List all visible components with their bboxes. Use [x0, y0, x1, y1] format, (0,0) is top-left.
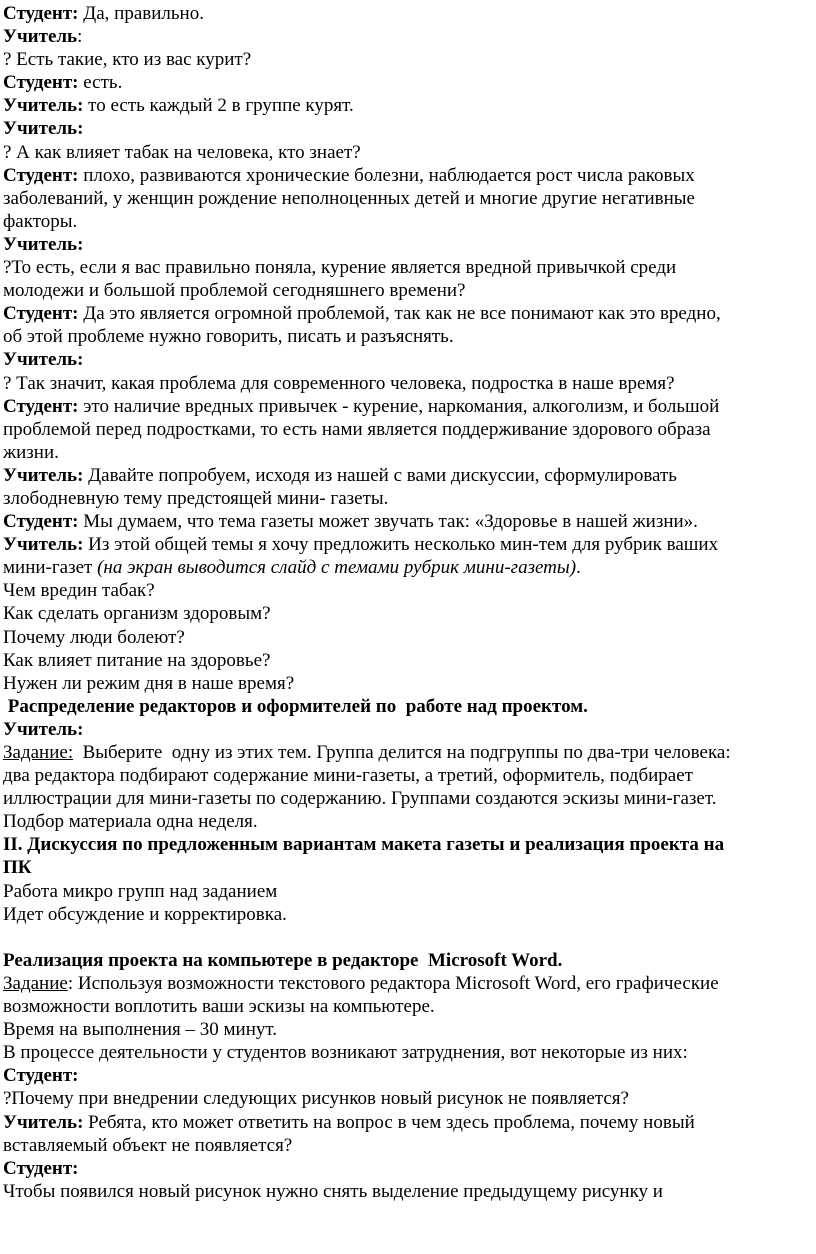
text-line [3, 787, 806, 810]
text-line [3, 972, 806, 995]
speaker-label: Учитель: [3, 349, 84, 371]
text-line [3, 1157, 806, 1180]
task-label: Задание: [3, 742, 74, 763]
text-line [3, 71, 806, 94]
line-text: Да, правильно. [78, 3, 204, 24]
text-line [3, 210, 806, 233]
text-line [3, 48, 806, 71]
task-label: Задание [3, 972, 68, 994]
line-text: Ребята, кто может ответить на вопрос в чем здесь проблема, почему новый [83, 1111, 695, 1133]
line-text: ? Так значит, какая проблема для современного человека, подростка в наше время? [3, 372, 675, 394]
line-text: иллюстрации для мини-газеты по содержанию. Группами создаются эскизы мини-газет. [3, 788, 717, 810]
text-line [3, 880, 806, 903]
section-heading: ПК [3, 857, 32, 879]
line-text: : Используя возможности текстового редактора Microsoft Word, его графические [67, 972, 719, 994]
list-item [3, 672, 806, 695]
line-text: ? Есть такие, кто из вас курит? [3, 49, 252, 71]
line-text: плохо, развиваются хронические болезни, наблюдается рост числа раковых [78, 164, 695, 186]
text-line [3, 464, 806, 487]
text-line [3, 810, 806, 833]
list-item [3, 649, 806, 672]
text-line [3, 1064, 806, 1087]
text-line [3, 764, 806, 787]
speaker-label: Учитель: [3, 534, 84, 556]
text-line [3, 279, 806, 302]
speaker-label: Студент: [3, 303, 79, 325]
speaker-label: Студент: [3, 1157, 79, 1179]
section-heading: II. Дискуссия по предложенным вариантам макета газеты и реализация проекта на [3, 834, 725, 856]
speaker-label: Учитель: [3, 233, 84, 255]
text-line [3, 348, 806, 371]
speaker-label: Учитель: [3, 464, 84, 486]
blank-line [3, 926, 806, 949]
line-text: мини-газет [3, 557, 98, 579]
line-text: Подбор материала одна неделя. [3, 811, 258, 833]
text-line [3, 741, 806, 764]
line-text: ?То есть, если я вас правильно поняла, курение является вредной привычкой среди [3, 257, 677, 279]
line-text: возможности воплотить ваши эскизы на компьютере. [3, 996, 435, 1018]
text-line [3, 556, 806, 579]
section-heading: Распределение редакторов и оформителей по работе над проектом. [3, 695, 588, 717]
speaker-label: Учитель [3, 26, 78, 48]
text-line [3, 1087, 806, 1110]
line-text: Мы думаем, что тема газеты может звучать так: «Здоровье в нашей жизни». [78, 511, 698, 533]
text-line [3, 1018, 806, 1041]
line-text: . [576, 557, 581, 579]
text-line [3, 256, 806, 279]
line-text: Нужен ли режим дня в наше время? [3, 672, 295, 694]
line-text: есть. [78, 72, 123, 94]
line-text: Почему люди болеют? [3, 626, 185, 648]
text-line [3, 395, 806, 418]
speaker-label: Студент: [3, 72, 79, 94]
list-item [3, 579, 806, 602]
text-line [3, 141, 806, 164]
stage-direction: (на экран выводится слайд с темами рубрик мини-газеты) [97, 557, 577, 579]
text-line [3, 117, 806, 140]
text-line [3, 164, 806, 187]
text-line [3, 533, 806, 556]
line-text: Как сделать организм здоровым? [3, 603, 271, 625]
text-line [3, 187, 806, 210]
text-line [3, 995, 806, 1018]
line-text: Чем вредин табак? [3, 580, 155, 602]
line-text: Выберите одну из этих тем. Группа делится на подгруппы по два-три человека: [73, 742, 731, 763]
list-item [3, 602, 806, 625]
speaker-label: Учитель: [3, 718, 84, 740]
text-line [3, 1041, 806, 1064]
line-text: молодежи и большой проблемой сегодняшнего времени? [3, 280, 466, 302]
line-text: ? А как влияет табак на человека, кто знает? [3, 141, 361, 163]
text-line [3, 510, 806, 533]
speaker-label: Учитель: [3, 1111, 84, 1133]
line-text: Как влияет питание на здоровье? [3, 649, 271, 671]
line-text: об этой проблеме нужно говорить, писать и разъяснять. [3, 326, 454, 348]
line-text: факторы. [3, 210, 78, 232]
speaker-label: Студент: [3, 511, 79, 533]
line-text: Да это является огромной проблемой, так как не все понимают как это вредно, [78, 303, 721, 325]
line-text: Время на выполнения – 30 минут. [3, 1019, 278, 1041]
text-line [3, 487, 806, 510]
line-text: Работа микро групп над заданием [3, 880, 278, 902]
line-text: это наличие вредных привычек - курение, наркомания, алкоголизм, и большой [78, 395, 720, 417]
text-line [3, 1111, 806, 1134]
text-line [3, 233, 806, 256]
line-text: Чтобы появился новый рисунок нужно снять выделение предыдущему рисунку и [3, 1180, 663, 1202]
text-line [3, 418, 806, 441]
line-text: жизни. [3, 441, 59, 463]
text-line [3, 372, 806, 395]
line-text: ?Почему при внедрении следующих рисунков новый рисунок не появляется? [3, 1088, 629, 1110]
line-text: вставляемый объект не появляется? [3, 1134, 293, 1156]
speaker-label: Учитель: [3, 118, 84, 140]
speaker-label: Студент: [3, 3, 79, 24]
speaker-label: Студент: [3, 395, 79, 417]
text-line [3, 94, 806, 117]
line-text: Давайте попробуем, исходя из нашей с вами дискуссии, сформулировать [83, 464, 677, 486]
text-line [3, 903, 806, 926]
list-item [3, 626, 806, 649]
line-text: : [77, 26, 83, 48]
text-line [3, 302, 806, 325]
text-line [3, 325, 806, 348]
text-line [3, 25, 806, 48]
speaker-label: Студент: [3, 1065, 79, 1087]
line-text: заболеваний, у женщин рождение неполноценных детей и многие другие негативные [3, 187, 695, 209]
line-text: два редактора подбирают содержание мини-газеты, а третий, оформитель, подбирает [3, 765, 693, 787]
line-text: Из этой общей темы я хочу предложить несколько мин-тем для рубрик ваших [83, 534, 719, 556]
line-text: В процессе деятельности у студентов возникают затруднения, вот некоторые из них: [3, 1042, 688, 1064]
line-text: проблемой перед подростками, то есть нами является поддерживание здорового образа [3, 418, 711, 440]
speaker-label: Студент: [3, 164, 79, 186]
text-line [3, 718, 806, 741]
line-text: то есть каждый 2 в группе курят. [83, 95, 354, 117]
text-line [3, 441, 806, 464]
text-line [3, 1134, 806, 1157]
speaker-label: Учитель: [3, 95, 84, 117]
text-line [3, 2, 806, 25]
section-heading: Реализация проекта на компьютере в редакторе Microsoft Word. [3, 949, 563, 971]
text-line [3, 1180, 806, 1203]
line-text: злободневную тему предстоящей мини- газеты. [3, 487, 389, 509]
line-text: Идет обсуждение и корректировка. [3, 903, 287, 925]
